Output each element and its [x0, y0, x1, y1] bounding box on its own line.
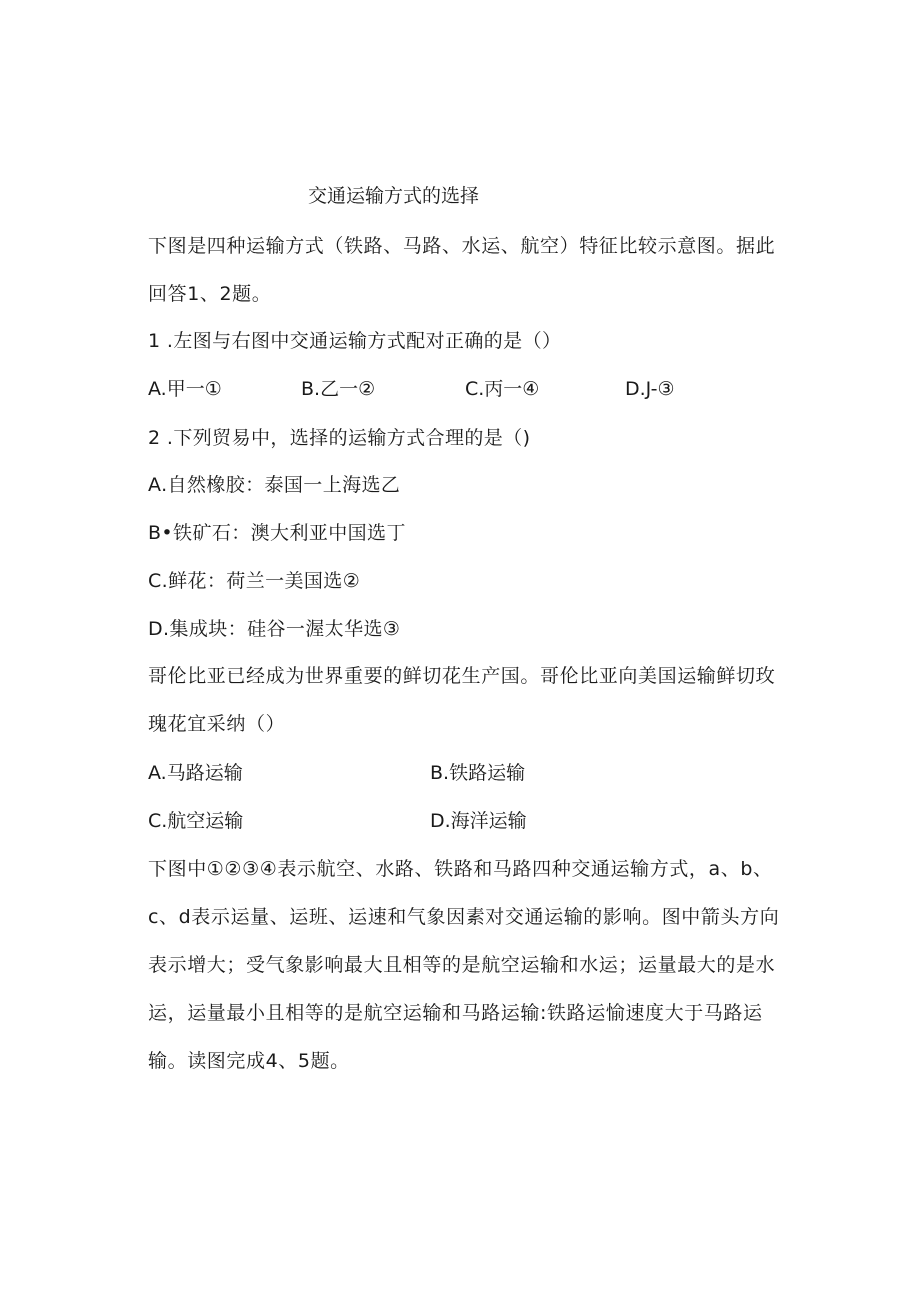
question-1-option-b: B.乙一② — [301, 378, 376, 400]
question-2-option-a: A.自然橡胶：泰国一上海选乙 — [148, 474, 401, 496]
question-2-option-b: B•铁矿石：澳大利亚中国选丁 — [148, 522, 406, 544]
question-3-option-b: B.铁路运输 — [430, 762, 526, 784]
question-2-option-c: C.鲜花：荷兰一美国选② — [148, 570, 361, 592]
question-3-option-c: C.航空运输 — [148, 810, 244, 832]
question-3-option-a: A.马路运输 — [148, 762, 243, 784]
question-3-option-d: D.海洋运输 — [430, 810, 527, 832]
question-3-stem: 哥伦比亚已经成为世界重要的鲜切花生产国。哥伦比亚向美国运输鲜切玫瑰花宜采纳（） — [148, 665, 776, 735]
question-2-stem: 2 .下列贸易中，选择的运输方式合理的是（) — [148, 427, 531, 449]
passage-2-paragraph: 下图中①②③④表示航空、水路、铁路和马路四种交通运输方式，a、b、c、d表示运量、运班、运速和气象因素对交通运输的影响。图中箭头方向表示增大；受气象影响最大且相等的是航空运输和水运；运量最大的是水运，运量最小且相等的是航空运输和马路运输:铁路运愉速度大于马路运输。读图完成4、5题。 — [148, 858, 780, 1072]
question-1-option-a: A.甲一① — [148, 378, 222, 400]
intro-paragraph: 下图是四种运输方式（铁路、马路、水运、航空）特征比较示意图。据此回答1、2题。 — [148, 235, 776, 305]
question-1-stem: 1 .左图与右图中交通运输方式配对正确的是（） — [148, 330, 562, 352]
page-title: 交通运输方式的选择 — [308, 185, 480, 207]
question-2-option-d: D.集成块：硅谷一渥太华选③ — [148, 618, 401, 640]
question-1-option-d: D.J-③ — [625, 378, 675, 400]
question-1-option-c: C.丙一④ — [465, 378, 540, 400]
